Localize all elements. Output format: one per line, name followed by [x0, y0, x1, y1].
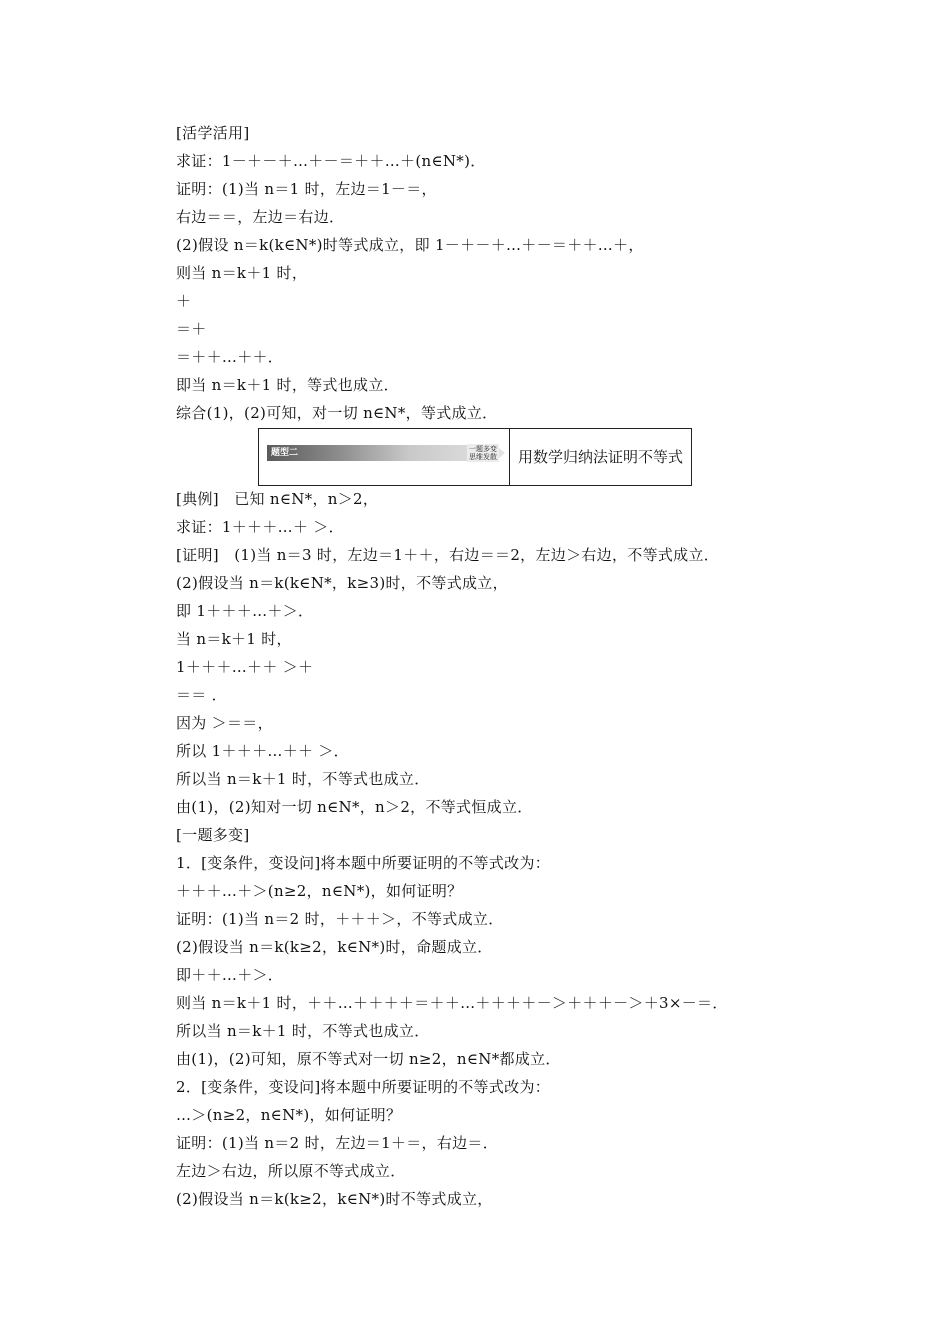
banner-title: 用数学归纳法证明不等式 [518, 448, 684, 466]
variant-statement: 2．[变条件，变设问]将本题中所要证明的不等式改为： [176, 1078, 551, 1096]
example-heading: [典例] 已知 n∈N*，n＞2， [176, 490, 379, 508]
proof-line: 证明：(1)当 n＝1 时，左边＝1－＝， [176, 180, 437, 198]
banner-mark-line1: 一题多变 [469, 445, 497, 453]
proof-line: ＝＋ [176, 320, 207, 338]
banner-graphic [259, 429, 510, 485]
proof-line: 即＋＋…＋＞． [176, 966, 284, 984]
proof-line: 则当 n＝k＋1 时， [176, 264, 308, 282]
proof-line: (2)假设当 n＝k(k∈N*，k≥3)时，不等式成立， [176, 574, 508, 592]
variant-statement: …＞(n≥2，n∈N*)，如何证明？ [176, 1106, 402, 1124]
variant-statement: ＋＋＋…＋＞(n≥2，n∈N*)，如何证明？ [176, 882, 463, 900]
proof-line: (2)假设当 n＝k(k≥2，k∈N*)时不等式成立， [176, 1190, 493, 1208]
proof-line: ＝＋＋…＋＋． [176, 348, 284, 366]
proof-line: 因为 ＞＝＝， [176, 714, 273, 732]
proof-line: 证明：(1)当 n＝2 时，＋＋＋＞，不等式成立． [176, 910, 504, 928]
proof-line: 证明：(1)当 n＝2 时，左边＝1＋＝，右边＝． [176, 1134, 499, 1152]
proof-line: 即当 n＝k＋1 时，等式也成立． [176, 376, 399, 394]
proof-line: 所以当 n＝k＋1 时，不等式也成立． [176, 1022, 430, 1040]
proof-line: 所以当 n＝k＋1 时，不等式也成立． [176, 770, 430, 788]
proof-conclusion: 由(1)，(2)可知，原不等式对一切 n≥2，n∈N*都成立． [176, 1050, 561, 1068]
example-statement: 求证：1＋＋＋…＋ ＞． [176, 518, 344, 536]
proof-line: 右边＝＝，左边＝右边． [176, 208, 345, 226]
proof-line: [证明] (1)当 n＝3 时，左边＝1＋＋，右边＝＝2，左边＞右边，不等式成立． [176, 546, 720, 564]
proof-line: 左边＞右边，所以原不等式成立． [176, 1162, 406, 1180]
banner-mark [467, 444, 499, 462]
proof-line: 当 n＝k＋1 时， [176, 630, 292, 648]
proof-line: ＋ [176, 292, 192, 310]
banner-mark-line2: 思维发散 [469, 453, 497, 461]
proof-line: (2)假设 n＝k(k∈N*)时等式成立，即 1－＋－＋…＋－＝＋＋…＋， [176, 236, 644, 254]
proof-line: 则当 n＝k＋1 时，＋＋…＋＋＋＋＝＋＋…＋＋＋＋－＞＋＋＋－＞＋3×－＝． [176, 994, 728, 1012]
section-heading-apply: [活学活用] [176, 124, 250, 142]
variant-statement: 1．[变条件，变设问]将本题中所要证明的不等式改为： [176, 854, 551, 872]
proof-line: (2)假设当 n＝k(k≥2，k∈N*)时，命题成立． [176, 938, 493, 956]
banner-tag: 题型二 [271, 448, 299, 458]
proof-line: 即 1＋＋＋…＋＞． [176, 602, 314, 620]
proof-line: ＝＝ ． [176, 686, 227, 704]
proof-conclusion: 由(1)，(2)知对一切 n∈N*，n＞2，不等式恒成立． [176, 798, 533, 816]
section-heading-variants: [一题多变] [176, 826, 250, 844]
problem-statement: 求证：1－＋－＋…＋－＝＋＋…＋(n∈N*)． [176, 152, 486, 170]
proof-conclusion: 综合(1)，(2)可知，对一切 n∈N*，等式成立． [176, 404, 498, 422]
section-banner [258, 428, 692, 486]
proof-line: 1＋＋＋…＋＋ ＞＋ [176, 658, 314, 676]
proof-line: 所以 1＋＋＋…＋＋ ＞． [176, 742, 349, 760]
